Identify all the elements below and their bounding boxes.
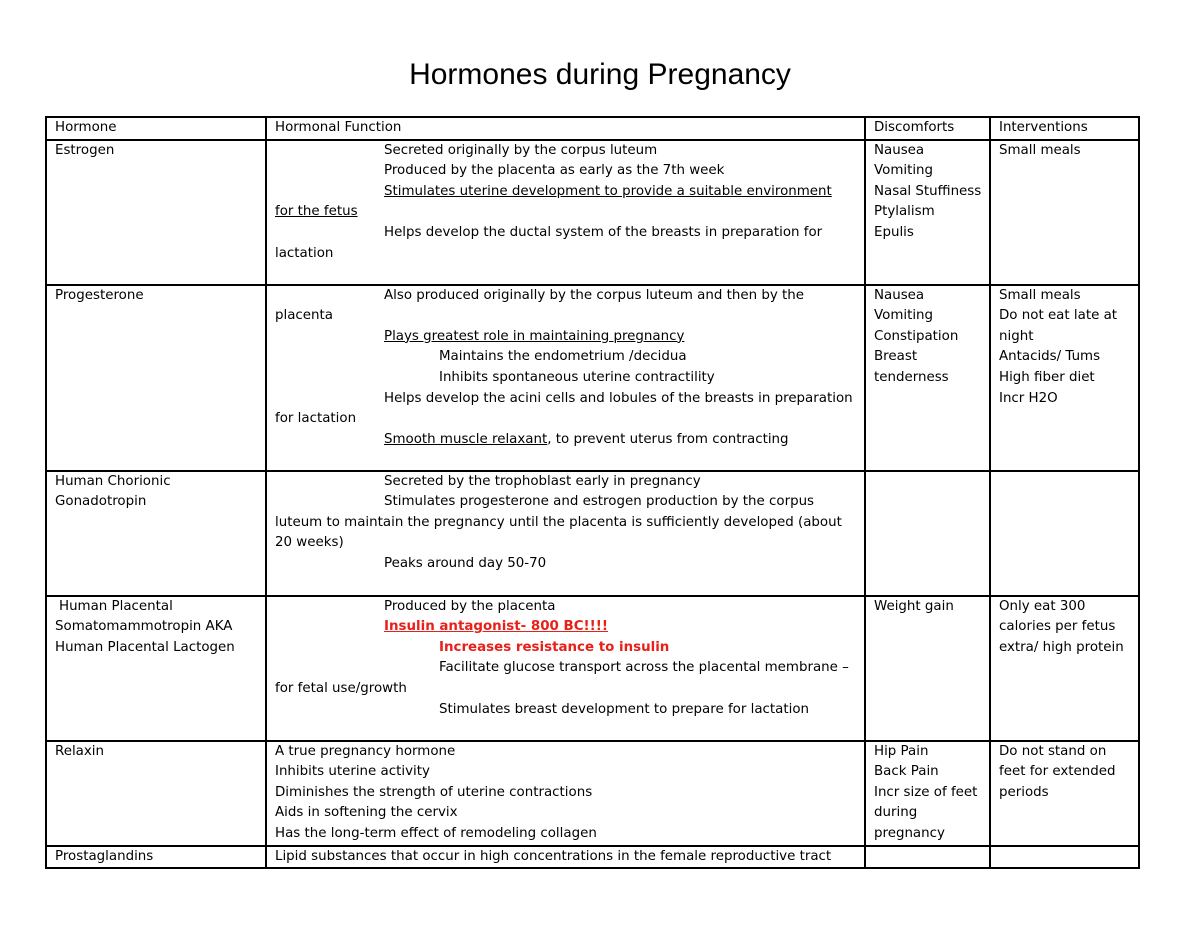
intervention-item: Do not stand on: [999, 743, 1107, 759]
table-row: [46, 741, 1139, 846]
function-cell: [266, 471, 865, 596]
header-function: Hormonal Function: [266, 117, 865, 140]
function-line-highlight: Increases resistance to insulin: [439, 639, 670, 655]
intervention-item: Do not eat late at: [999, 308, 1118, 324]
table-header-row: [46, 117, 1139, 140]
function-line: Also produced originally by the corpus luteum and then by the: [384, 287, 805, 303]
discomfort-item: Hip Pain: [874, 743, 929, 759]
hormone-cell: [46, 741, 266, 846]
function-line: Diminishes the strength of uterine contractions: [275, 784, 593, 800]
function-cell: [266, 285, 865, 471]
function-line: A true pregnancy hormone: [275, 743, 456, 759]
hormone-cell: [46, 285, 266, 471]
function-line: Has the long-term effect of remodeling collagen: [275, 825, 597, 841]
discomforts-cell: [865, 471, 990, 596]
intervention-item: feet for extended: [999, 764, 1116, 780]
interventions-cell: [990, 140, 1139, 285]
table-row: [46, 140, 1139, 285]
function-line: Aids in softening the cervix: [275, 805, 458, 821]
function-line-tail: , to prevent uterus from contracting: [547, 431, 789, 447]
table-row: [46, 596, 1139, 741]
function-cell: [266, 846, 865, 869]
function-line: Helps develop the acini cells and lobules of the breasts in preparation: [384, 390, 853, 406]
discomforts-cell: [865, 285, 990, 471]
intervention-item: Small meals: [999, 142, 1081, 158]
function-line: for fetal use/growth: [275, 680, 407, 696]
discomforts-cell: [865, 741, 990, 846]
interventions-cell: [990, 285, 1139, 471]
function-line: Inhibits spontaneous uterine contractility: [439, 369, 715, 385]
intervention-item: night: [999, 328, 1034, 344]
discomfort-item: Breast: [874, 349, 918, 365]
function-line: 20 weeks): [275, 535, 344, 551]
discomfort-item: Nausea: [874, 287, 925, 303]
function-line: for the fetus: [275, 204, 358, 220]
interventions-cell: [990, 741, 1139, 846]
function-line: Stimulates breast development to prepare for lactation: [439, 701, 810, 717]
discomfort-item: tenderness: [874, 369, 949, 385]
table-row: [46, 471, 1139, 596]
interventions-cell: [990, 846, 1139, 869]
function-line: luteum to maintain the pregnancy until the placenta is sufficiently developed (about: [275, 514, 842, 530]
function-line: Plays greatest role in maintaining pregnancy: [384, 328, 685, 344]
discomfort-item: Epulis: [874, 224, 914, 240]
hormone-name: Prostaglandins: [55, 848, 154, 864]
discomfort-item: Vomiting: [874, 163, 934, 179]
hormone-cell: [46, 846, 266, 869]
function-line-highlight: Insulin antagonist- 800 BC!!!!: [384, 619, 608, 635]
hormone-name: Human Chorionic: [55, 473, 171, 489]
header-hormone: Hormone: [46, 117, 266, 140]
function-line: Secreted by the trophoblast early in pregnancy: [384, 473, 701, 489]
hormone-name: Somatomammotropin AKA: [55, 619, 233, 635]
interventions-cell: [990, 596, 1139, 741]
function-line: Inhibits uterine activity: [275, 764, 430, 780]
intervention-item: Antacids/ Tums: [999, 349, 1101, 365]
hormone-name: Relaxin: [55, 743, 104, 759]
header-discomforts: Discomforts: [865, 117, 990, 140]
hormone-name: Estrogen: [55, 142, 115, 158]
function-line: Secreted originally by the corpus luteum: [384, 142, 658, 158]
hormone-cell: [46, 596, 266, 741]
function-line: Peaks around day 50-70: [384, 555, 547, 571]
function-line: Facilitate glucose transport across the placental membrane –: [439, 660, 849, 676]
function-line: lactation: [275, 245, 334, 261]
function-cell: [266, 596, 865, 741]
function-line: Produced by the placenta as early as the 7th week: [384, 163, 725, 179]
intervention-item: calories per fetus: [999, 619, 1116, 635]
function-line: placenta: [275, 308, 333, 324]
hormones-table: [45, 116, 1140, 869]
discomforts-cell: [865, 140, 990, 285]
page-title: Hormones during Pregnancy: [409, 58, 791, 91]
discomfort-item: Constipation: [874, 328, 959, 344]
discomfort-item: Back Pain: [874, 764, 939, 780]
function-line: Helps develop the ductal system of the breasts in preparation for: [384, 224, 823, 240]
function-line: Stimulates uterine development to provide a suitable environment: [384, 183, 832, 199]
intervention-item: Small meals: [999, 287, 1081, 303]
discomforts-cell: [865, 596, 990, 741]
function-line: Maintains the endometrium /decidua: [439, 349, 687, 365]
discomfort-item: Nausea: [874, 142, 925, 158]
intervention-item: High fiber diet: [999, 369, 1095, 385]
discomfort-item: Nasal Stuffiness: [874, 183, 982, 199]
intervention-item: Incr H2O: [999, 390, 1058, 406]
table-row: [46, 846, 1139, 869]
hormone-name: Human Placental: [59, 598, 173, 614]
table-row: [46, 285, 1139, 471]
function-cell: [266, 140, 865, 285]
discomfort-item: Ptylalism: [874, 204, 935, 220]
header-interventions: Interventions: [990, 117, 1139, 140]
hormone-name: Human Placental Lactogen: [55, 639, 235, 655]
discomfort-item: Incr size of feet: [874, 784, 978, 800]
hormone-name: Gonadotropin: [55, 494, 147, 510]
intervention-item: extra/ high protein: [999, 639, 1124, 655]
intervention-item: periods: [999, 784, 1049, 800]
function-cell: [266, 741, 865, 846]
interventions-cell: [990, 471, 1139, 596]
hormone-name: Progesterone: [55, 287, 144, 303]
function-line: Smooth muscle relaxant: [384, 431, 548, 447]
intervention-item: Only eat 300: [999, 598, 1086, 614]
function-line: Lipid substances that occur in high concentrations in the female reproductive tract: [275, 848, 832, 864]
function-line: Produced by the placenta: [384, 598, 556, 614]
hormone-cell: [46, 140, 266, 285]
hormone-cell: [46, 471, 266, 596]
discomfort-item: during: [874, 805, 918, 821]
function-line: Stimulates progesterone and estrogen production by the corpus: [384, 494, 815, 510]
discomfort-item: Weight gain: [874, 598, 954, 614]
function-line: for lactation: [275, 411, 357, 427]
discomforts-cell: [865, 846, 990, 869]
discomfort-item: pregnancy: [874, 825, 945, 841]
discomfort-item: Vomiting: [874, 308, 934, 324]
